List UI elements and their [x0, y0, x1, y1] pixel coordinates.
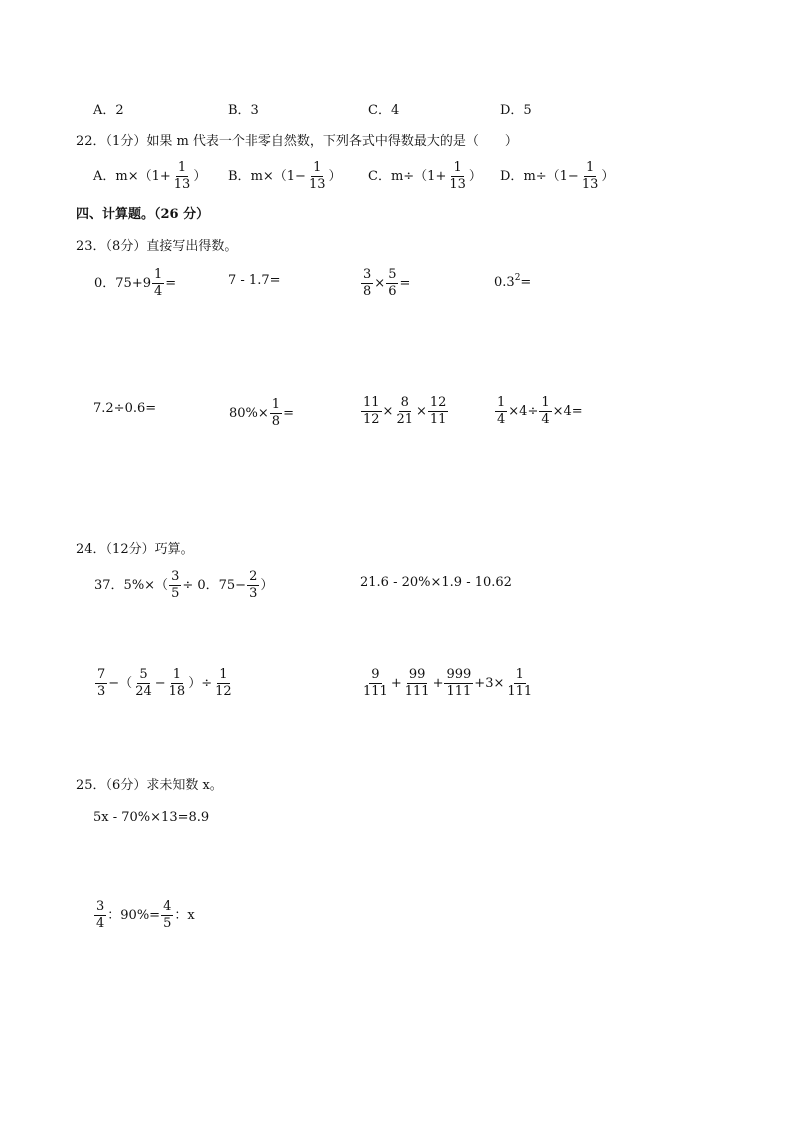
q25-equation-1: 5x - 70%×13=8.9 — [93, 810, 210, 825]
q24-expr-1: 37．5%×（ $\frac{3}{5}$ ÷ 0．75− $\frac{2}{3}$ ） — [94, 569, 274, 601]
q23-expr-1: 0．75+9 $\frac{1}{4}$ = — [94, 267, 177, 299]
fraction: $\frac{999}{111}$ — [446, 667, 472, 699]
q24-expr-2: 21.6 - 20%×1.9 - 10.62 — [360, 575, 512, 590]
fraction: $\frac{1}{13}$ — [581, 160, 599, 192]
fraction: $\frac{1}{4}$ — [497, 395, 506, 427]
fraction: $\frac{5}{6}$ — [388, 267, 397, 299]
expr-text: ） — [468, 168, 482, 184]
fraction: $\frac{2}{3}$ — [249, 569, 258, 601]
fraction: $\frac{5}{24}$ — [135, 667, 152, 699]
fraction: $\frac{1}{4}$ — [541, 395, 550, 427]
fraction: $\frac{11}{12}$ — [363, 395, 380, 427]
fraction: $\frac{9}{111}$ — [363, 667, 388, 699]
option-label: B． — [228, 168, 251, 184]
fraction: $\frac{4}{5}$ — [163, 899, 172, 931]
option-label: A． — [93, 168, 116, 184]
fraction: $\frac{1}{8}$ — [271, 397, 281, 429]
q25-stem: 25．（6分）求未知数 x。 — [76, 778, 223, 793]
fraction: $\frac{3}{4}$ — [96, 899, 105, 931]
fraction: $\frac{1}{12}$ — [215, 667, 232, 699]
q22-option-c — [368, 161, 482, 191]
option-label: D． — [500, 168, 524, 184]
q25-equation-2: $\frac{3}{4}$ ：90%= $\frac{4}{5}$ ：x — [96, 899, 195, 931]
section-title: 四、计算题。（26 分） — [76, 207, 210, 222]
q23-expr-5: 7.2÷0.6= — [93, 401, 157, 416]
q23-expr-8: $\frac{1}{4}$ ×4÷ $\frac{1}{4}$ ×4= — [497, 395, 583, 427]
q23-expr-7: $\frac{11}{12}$ × $\frac{8}{21}$ × $\frac{12}{11}$ — [363, 395, 447, 427]
expr-text: ） — [328, 168, 342, 184]
fraction: $\frac{99}{111}$ — [404, 667, 430, 699]
expr-text: ） — [601, 168, 615, 184]
expr-text: m÷（1+ — [390, 168, 447, 184]
fraction: $\frac{1}{4}$ — [153, 267, 163, 299]
q24-expr-4: $\frac{9}{111}$ + $\frac{99}{111}$ + $\frac{999}{111}$ +3× $\frac{1}{111}$ — [363, 667, 533, 699]
q21-option-c: C．4 — [368, 103, 400, 118]
fraction: $\frac{1}{13}$ — [449, 160, 466, 192]
fraction: $\frac{3}{8}$ — [363, 267, 372, 299]
q24-expr-3: $\frac{7}{3}$ −（ $\frac{5}{24}$ − $\frac{1}{18}$ ）÷ $\frac{1}{12}$ — [97, 667, 232, 699]
q21-option-a: A．2 — [93, 103, 124, 118]
q23-expr-6: 80%× $\frac{1}{8}$ = — [229, 397, 294, 429]
fraction: $\frac{1}{18}$ — [168, 667, 186, 699]
expr-text: ） — [193, 168, 207, 184]
expr-text: m×（1+ — [115, 168, 171, 184]
q21-option-d: D．5 — [500, 103, 532, 118]
q24-stem: 24．（12分）巧算。 — [76, 542, 194, 557]
q22-stem: 22．（1分）如果 m 代表一个非零自然数，下列各式中得数最大的是（ ） — [76, 134, 518, 149]
q23-expr-2: 7 - 1.7= — [228, 273, 281, 288]
fraction: $\frac{7}{3}$ — [97, 667, 106, 699]
fraction: $\frac{1}{13}$ — [173, 160, 191, 192]
q23-expr-3: $\frac{3}{8}$ × $\frac{5}{6}$ = — [363, 267, 411, 299]
q22-option-a — [93, 161, 206, 191]
fraction: $\frac{1}{111}$ — [507, 667, 533, 699]
fraction: $\frac{3}{5}$ — [171, 569, 180, 601]
q23-expr-4: $0.3^2=$ — [494, 273, 532, 290]
fraction: $\frac{12}{11}$ — [429, 395, 447, 427]
q22-option-d — [500, 161, 614, 191]
option-label: C． — [368, 168, 391, 184]
q23-stem: 23．（8分）直接写出得数。 — [76, 239, 238, 254]
expr-text: m×（1− — [250, 168, 306, 184]
expr-text: m÷（1− — [523, 168, 579, 184]
q22-option-b — [228, 161, 342, 191]
fraction: $\frac{1}{13}$ — [308, 160, 326, 192]
q21-option-b: B．3 — [228, 103, 259, 118]
fraction: $\frac{8}{21}$ — [396, 395, 413, 427]
